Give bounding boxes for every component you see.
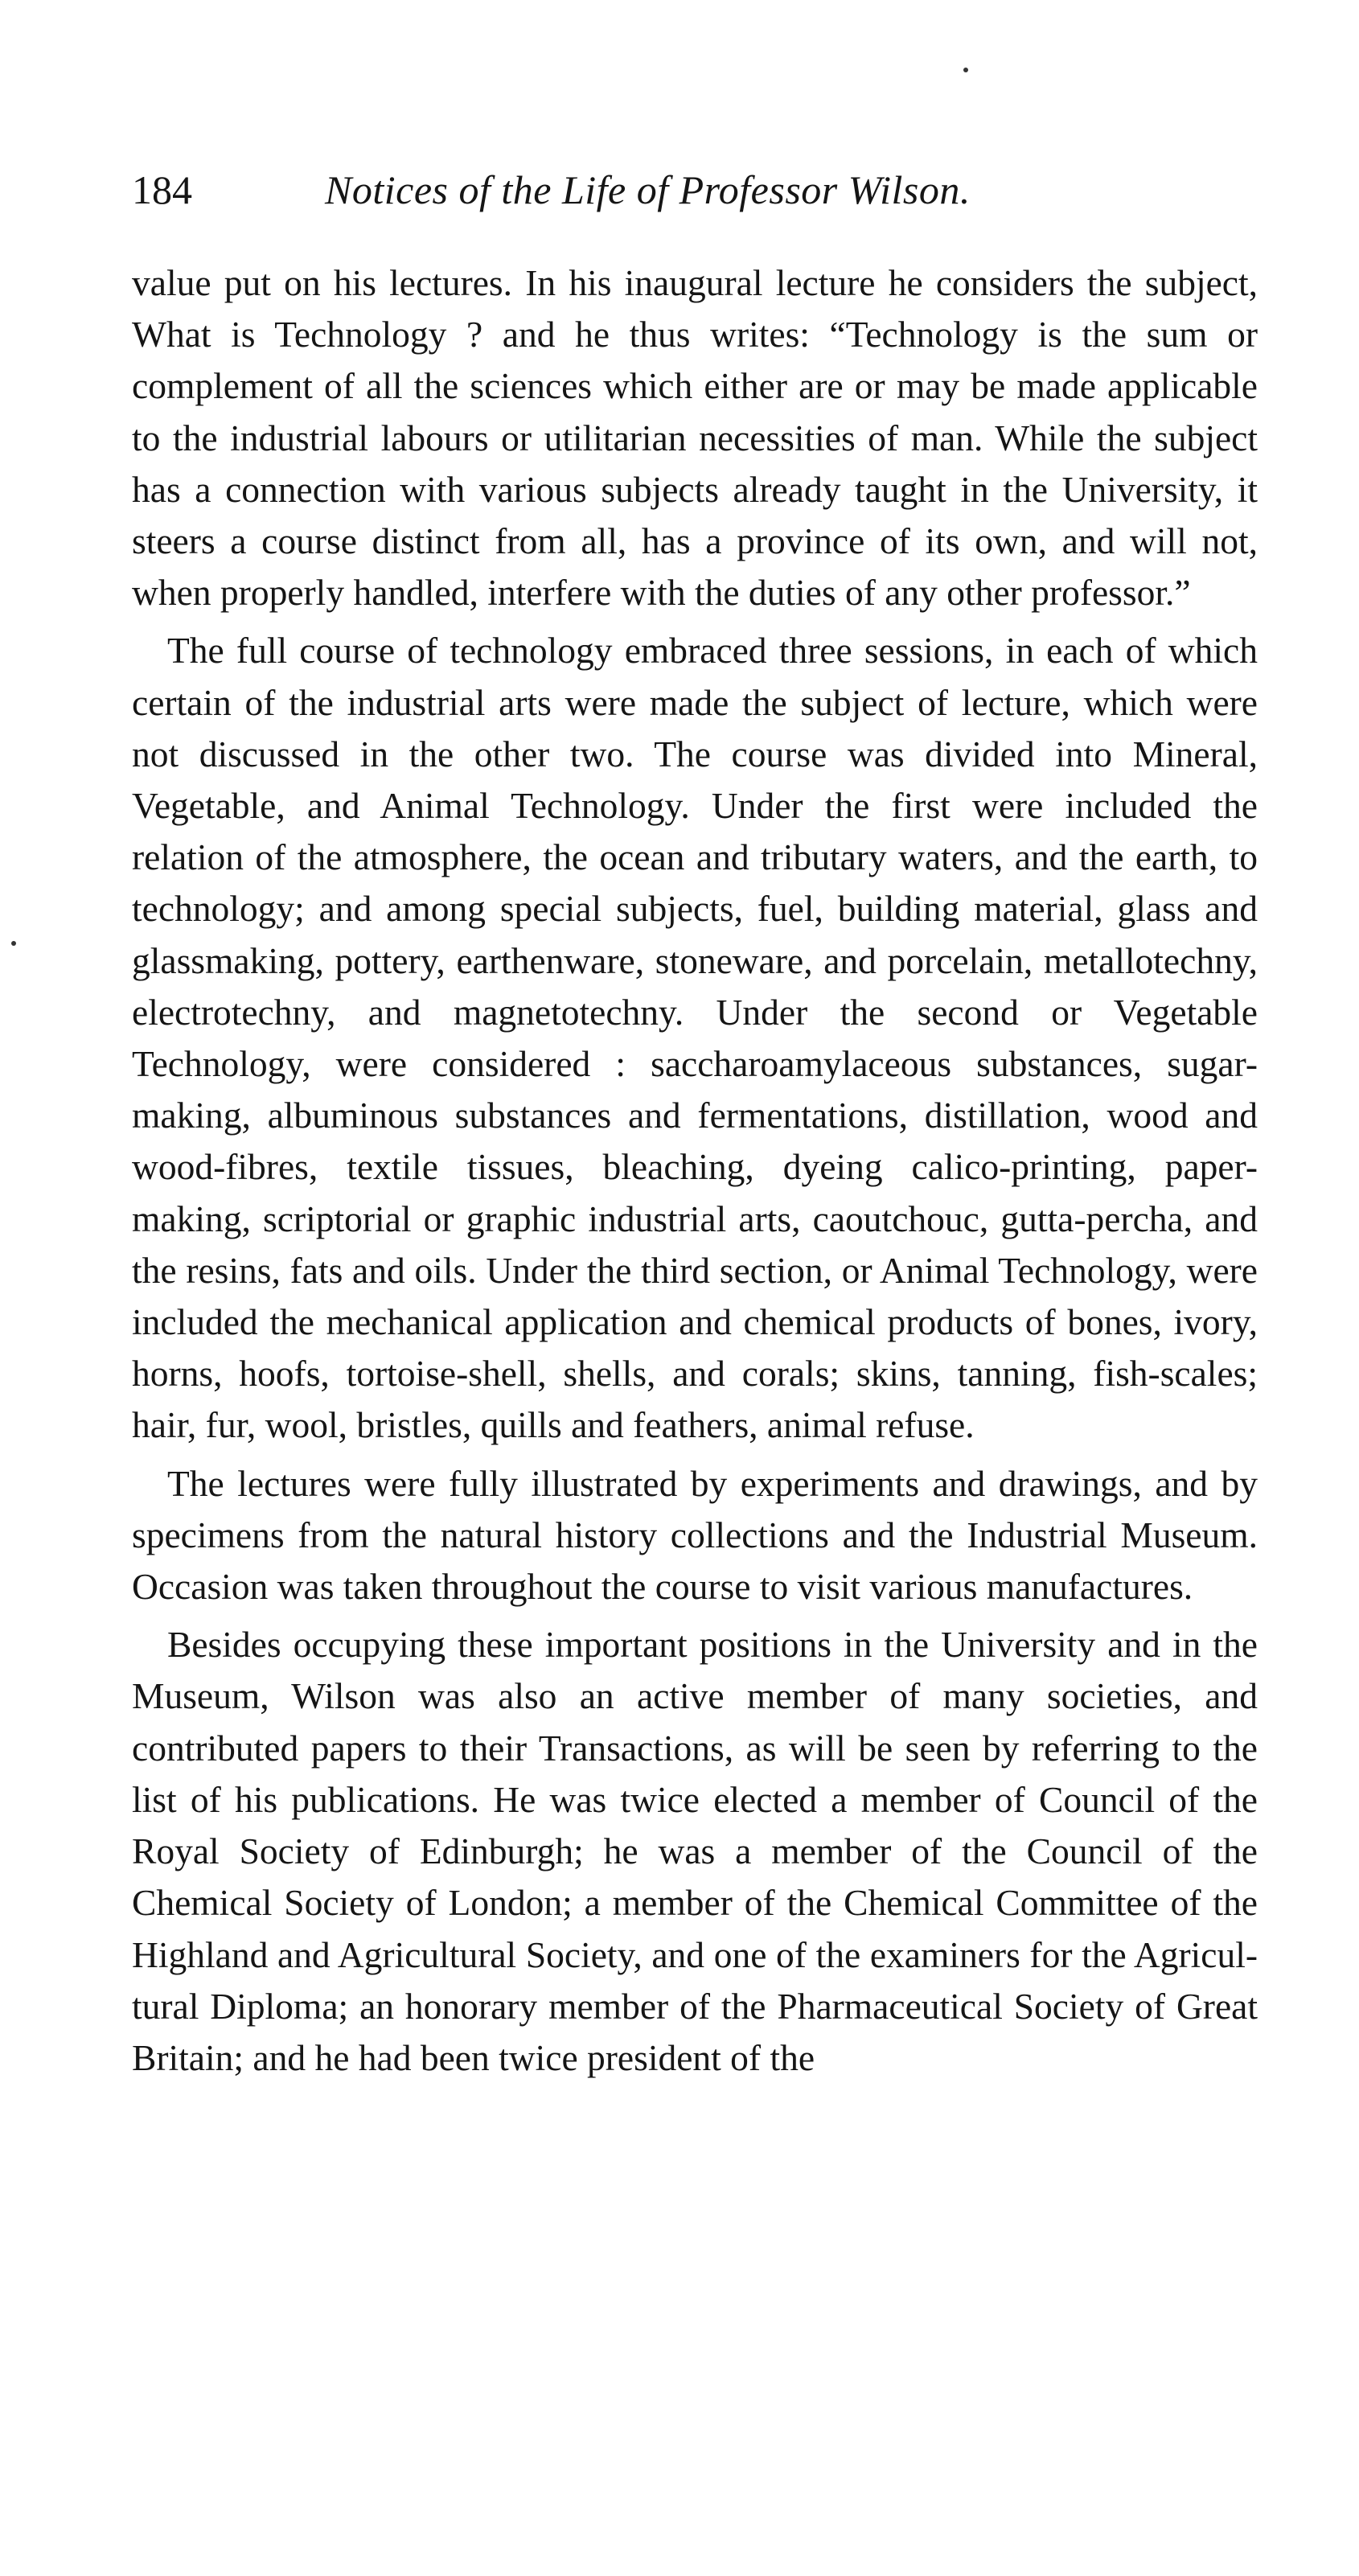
body-text — [132, 257, 1258, 2084]
book-page — [132, 158, 1258, 2090]
page-header — [132, 158, 1258, 222]
running-title: Notices of the Life of Professor Wilson. — [325, 167, 971, 212]
paragraph-lectures-illustrated: The lectures were fully illustrated by experiments and drawings, and by specimens from the natural history collections and the Industrial Museum. Occasion was taken throughout the course to visit various manufactures. — [132, 1462, 1258, 1608]
ink-speck — [11, 941, 16, 946]
page-number: 184 — [132, 167, 192, 212]
paragraph-continuation: value put on his lectures. In his inaugural lecture he considers the subject, What is Technology ? and he thus writes: “Technology is the sum or complement of all the sciences which either are or may be made applicable to the industrial labours or utilitarian necessities of man. While the subject has a connection with various subjects already taught in the University, it steers a course distinct from all, has a province of its own, and will not, when properly handled, interfere with the duties of any other professor.” — [132, 262, 1258, 614]
paragraph-technology-course: The full course of technology embraced three sessions, in each of which certain of the industrial arts were made the subject of lecture, which were not discussed in the other two. The course was divided into Mineral, Vegetable, and Animal Technology. Under the first were included the relation of the atmosphere, the ocean and tributary waters, and the earth, to technology; and among special subjects, fuel, building material, glass and glassmaking, pottery, earthenware, stoneware, and porcelain, metallotechny, electrotechny, and magnetotechny. Under the second or Vegetable Technology, were considered : saccharoamylaceous substances, sugar-making, albuminous substances and fermentations, distillation, wood and wood-fibres, textile tissues, bleaching, dyeing calico-printing, paper-making, scriptorial or graphic industrial arts, caoutchouc, gutta-percha, and the resins, fats and oils. Under the third section, or Animal Technology, were included the mechanical application and chemical products of bones, ivory, horns, hoofs, tortoise-shell, shells, and corals; skins, tanning, fish-scales; hair, fur, wool, bristles, quills and feathers, animal refuse. — [132, 630, 1258, 1446]
paragraph-societies: Besides occupying these important positions in the University and in the Museum, Wilson was also an active member of many societies, and contributed papers to their Transactions, as will be seen by referring to the list of his publications. He was twice elected a member of Council of the Royal Society of Edinburgh; he was a member of the Council of the Chemical Society of London; a member of the Chemical Committee of the Highland and Agricultural Society, and one of the examiners for the Agricultural Diploma; an honorary member of the Pharmaceutical Society of Great Britain; and he had been twice president of the — [132, 1624, 1258, 2078]
ink-speck — [963, 68, 968, 72]
